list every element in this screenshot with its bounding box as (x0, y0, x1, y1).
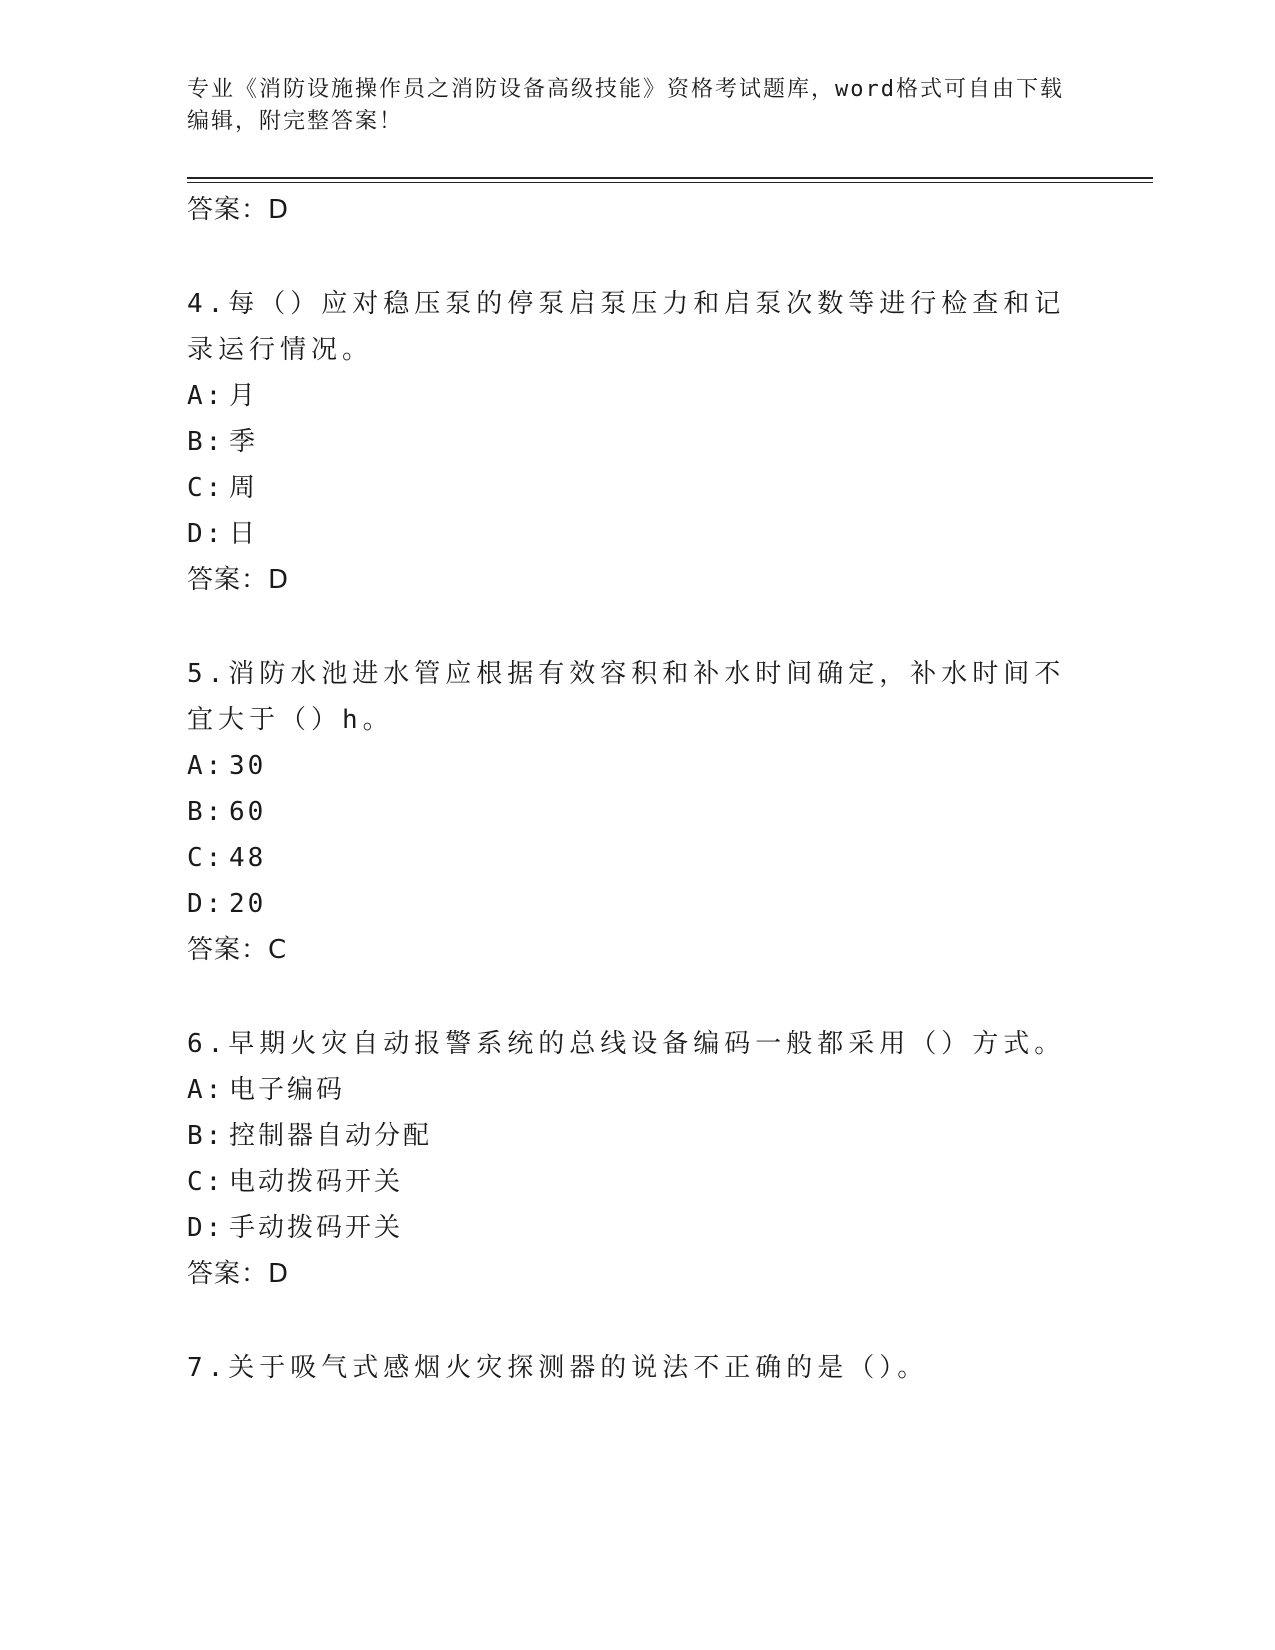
option-c (187, 1159, 1067, 1205)
option-a (187, 743, 1067, 789)
option-text: 电子编码 (229, 1075, 346, 1105)
question-item (187, 1021, 1067, 1297)
question-text: 7.关于吸气式感烟火灾探测器的说法不正确的是（）。 (187, 1353, 929, 1383)
option-text: 30 (229, 751, 267, 781)
option-letter: B: (187, 1121, 225, 1151)
question-text: 4.每（）应对稳压泵的停泵启泵压力和启泵次数等进行检查和记录运行情况。 (187, 289, 1066, 365)
option-text: 日 (229, 519, 259, 549)
option-d (187, 511, 1067, 557)
option-text: 控制器自动分配 (229, 1121, 433, 1151)
option-text: 季 (229, 427, 259, 457)
question-list (187, 187, 1067, 1391)
header-divider-thin (187, 182, 1153, 183)
option-letter: C: (187, 843, 225, 873)
option-c (187, 835, 1067, 881)
option-text: 48 (229, 843, 267, 873)
option-letter: B: (187, 797, 225, 827)
answer-line: 答案：C (187, 935, 288, 965)
option-text: 20 (229, 889, 267, 919)
option-b (187, 1113, 1067, 1159)
option-letter: B: (187, 427, 225, 457)
answer-line: 答案：D (187, 195, 290, 225)
option-letter: D: (187, 519, 225, 549)
option-text: 60 (229, 797, 267, 827)
option-a (187, 1067, 1067, 1113)
option-b (187, 789, 1067, 835)
option-text: 月 (229, 381, 259, 411)
question-text: 6.早期火灾自动报警系统的总线设备编码一般都采用（）方式。 (187, 1029, 1066, 1059)
option-text: 周 (229, 473, 259, 503)
option-letter: D: (187, 889, 225, 919)
option-d (187, 881, 1067, 927)
option-letter: D: (187, 1213, 225, 1243)
document-header: 专业《消防设施操作员之消防设备高级技能》资格考试题库，word格式可自由下载编辑，附完整答案！ (187, 77, 1064, 134)
question-item (187, 281, 1067, 603)
answer-line: 答案：D (187, 565, 290, 595)
option-text: 电动拨码开关 (229, 1167, 404, 1197)
option-b (187, 419, 1067, 465)
option-letter: A: (187, 751, 225, 781)
question-item (187, 651, 1067, 973)
answer-line: 答案：D (187, 1259, 290, 1289)
option-letter: A: (187, 381, 225, 411)
option-text: 手动拨码开关 (229, 1213, 404, 1243)
question-text: 5.消防水池进水管应根据有效容积和补水时间确定，补水时间不宜大于（）h。 (187, 659, 1066, 735)
option-a (187, 373, 1067, 419)
header-divider-thick (187, 177, 1153, 179)
option-letter: C: (187, 473, 225, 503)
question-item (187, 1345, 1067, 1391)
option-c (187, 465, 1067, 511)
option-letter: A: (187, 1075, 225, 1105)
option-letter: C: (187, 1167, 225, 1197)
option-d (187, 1205, 1067, 1251)
